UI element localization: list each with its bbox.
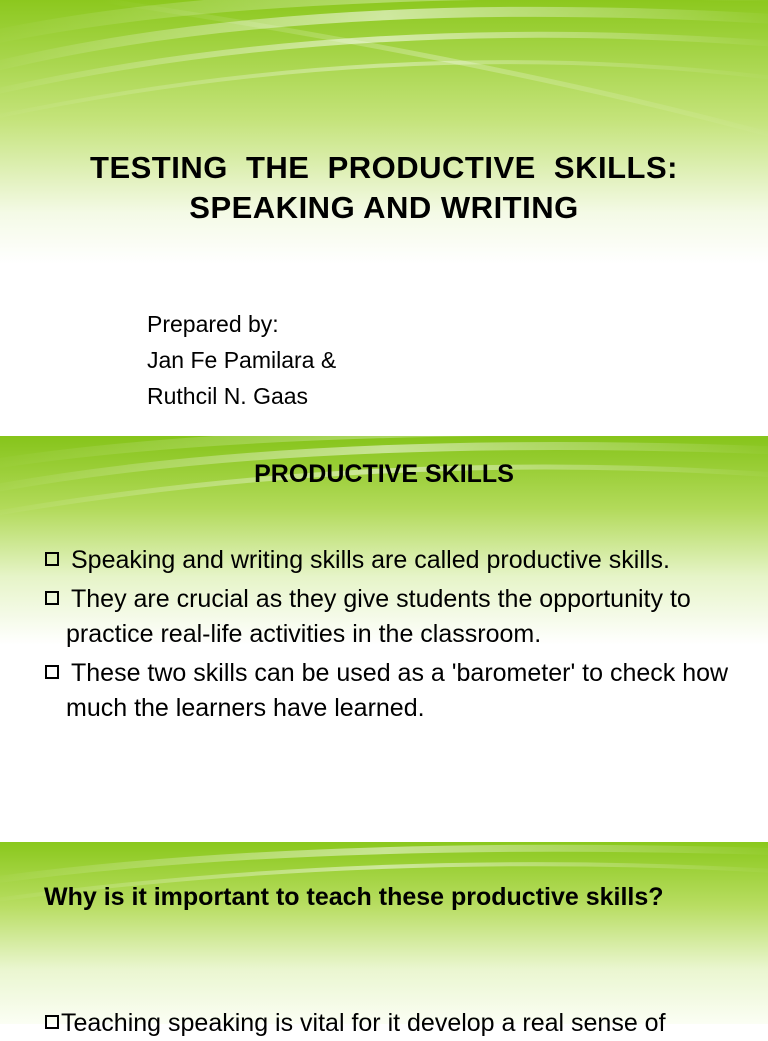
productive-skills-heading: PRODUCTIVE SKILLS [254, 460, 514, 488]
author-2: Ruthcil N. Gaas [147, 383, 309, 409]
slide-background [0, 842, 768, 1024]
author-1: Jan Fe Pamilara & [147, 347, 337, 373]
slide-title-heading [0, 148, 768, 228]
list-item: Teaching speaking is vital for it develop a real sense of [45, 1006, 765, 1041]
slide-why-important [0, 842, 768, 1024]
title-line-1: TESTING THE PRODUCTIVE SKILLS: [90, 150, 678, 185]
checkbox-bullet-icon [45, 552, 59, 566]
checkbox-bullet-icon [45, 591, 59, 605]
authors-block [147, 306, 336, 414]
slide-title [0, 0, 768, 426]
checkbox-bullet-icon [45, 665, 59, 679]
checkbox-bullet-icon [45, 1015, 59, 1029]
title-line-2: SPEAKING AND WRITING [189, 190, 579, 225]
list-item: Speaking and writing skills are called productive skills. [45, 543, 745, 578]
list-item: These two skills can be used as a 'barometer' to check how much the learners have learned. [45, 656, 745, 726]
productive-skills-list [45, 543, 745, 730]
list-item: They are crucial as they give students the opportunity to practice real-life activities in the classroom. [45, 582, 745, 652]
why-important-heading: Why is it important to teach these productive skills? [44, 883, 664, 911]
prepared-by-label: Prepared by: [147, 311, 279, 337]
